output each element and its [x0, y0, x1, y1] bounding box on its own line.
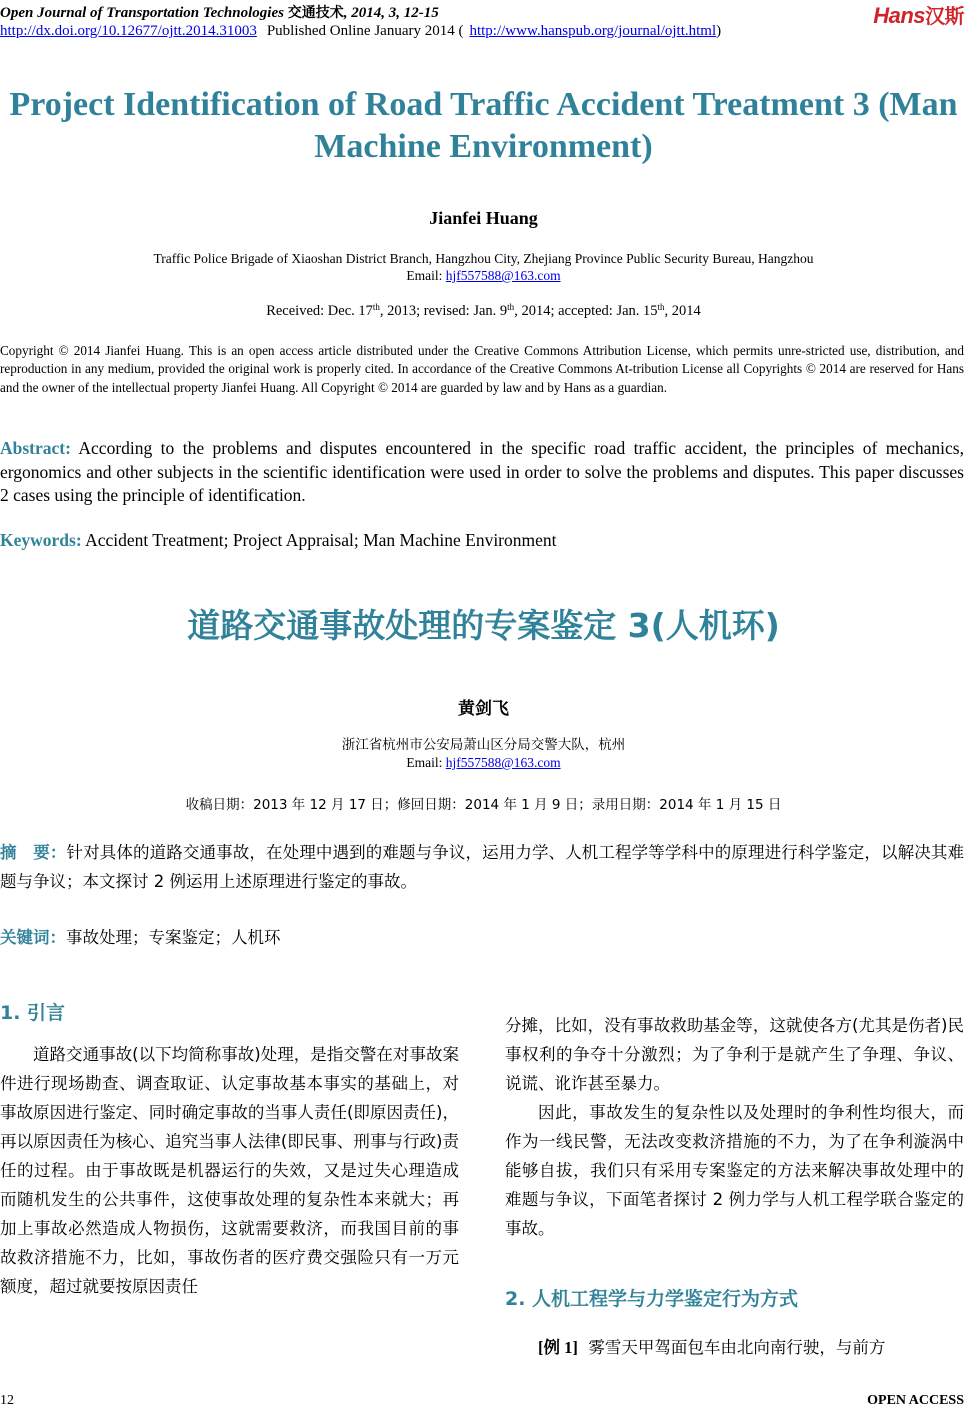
doi-link[interactable]: http://dx.doi.org/10.12677/ojtt.2014.31003: [0, 23, 257, 39]
email-link-en[interactable]: hjf557588@163.com: [445, 268, 561, 283]
copyright-notice: Copyright © 2014 Jianfei Huang. This is an open access article distributed under the Creative Commons Attribution License, which permits unre-stricted use, distribution, and reproduction in any medium, provided the original work is properly cited. In accordance of the Creative Commons At-tribution License all Copyrights © 2014 are reserved for Hans and the owner of the intellectual property Jianfei Huang. All Copyright © 2014 are guarded by law and by Hans as a guardian.: [0, 343, 964, 395]
revised-text: , 2013; revised: Jan. 9: [379, 303, 508, 319]
header-links: [0, 23, 721, 40]
abstract-en: [0, 437, 964, 508]
right-paragraph-1: 分摊，比如，没有事故救助基金等，这就使各方(尤其是伤者)民事权利的争夺十分激烈；为了争利于是就产生了争理、争议、说谎、讹诈甚至暴力。: [505, 1016, 964, 1093]
affiliation-cn: [0, 736, 967, 772]
section-1-heading: 1. 引言: [0, 1002, 66, 1024]
received-text: Received: Dec. 17: [266, 303, 373, 319]
email-label-cn: Email:: [406, 755, 446, 770]
abstract-text-en: According to the problems and disputes encountered in the specific road traffic accident, the principles of mechanics, ergonomics and other subjects in the scientific identification were used in order to solve the problems and disputes. This paper discusses 2 cases using the principle of identification.: [0, 438, 964, 505]
keywords-cn: [0, 924, 281, 948]
keywords-label-en: Keywords:: [0, 530, 82, 550]
open-access-label: OPEN ACCESS: [867, 1393, 964, 1408]
accepted-text: , 2014; accepted: Jan. 15: [514, 303, 658, 319]
email-line-en: [0, 267, 967, 284]
author-en: Jianfei Huang: [429, 208, 538, 228]
title-en: Project Identification of Road Traffic Accident Treatment 3 (Man Machine Environment): [9, 86, 958, 165]
accepted-year: , 2014: [664, 303, 701, 319]
affiliation-en-text: Traffic Police Brigade of Xiaoshan District Branch, Hangzhou City, Zhejiang Province Public Security Bureau, Hangzhou: [153, 251, 814, 266]
journal-name-en: Open Journal of Transportation Technologies: [0, 5, 284, 21]
received-sup: th: [372, 302, 380, 312]
abstract-label-en: Abstract:: [0, 438, 71, 458]
email-line-cn: [0, 754, 967, 772]
keywords-label-cn: 关键词：: [0, 928, 66, 947]
keywords-text-cn: 事故处理；专案鉴定；人机环: [66, 928, 281, 947]
right-column: [505, 1011, 964, 1243]
accepted-sup: th: [657, 302, 665, 312]
section-2-heading: 2. 人机工程学与力学鉴定行为方式: [505, 1288, 799, 1310]
revised-sup: th: [507, 302, 515, 312]
abstract-cn: [0, 838, 964, 896]
email-label-en: Email:: [406, 268, 446, 283]
right-paragraph-2: 因此，事故发生的复杂性以及处理时的争利性均很大，而作为一线民警，无法改变救济措施的不力，为了在争利漩涡中能够自拔，我们只有采用专案鉴定的方法来解决事故处理中的难题与争议，下面笔者探讨 2 例力学与人机工程学联合鉴定的事故。: [505, 1103, 964, 1238]
hans-logo: [873, 0, 964, 29]
received-dates-en: [0, 303, 967, 320]
example-1: [505, 1333, 964, 1362]
email-link-cn[interactable]: hjf557588@163.com: [445, 755, 561, 770]
title-cn: 道路交通事故处理的专案鉴定 3(人机环): [187, 606, 780, 645]
logo-text-cn: 汉斯: [925, 4, 964, 28]
journal-volume: , 2014, 3, 12-15: [343, 5, 439, 21]
left-column: [0, 1040, 459, 1301]
received-dates-cn: 收稿日期：2013 年 12 月 17 日；修回日期：2014 年 1 月 9 日；录用日期：2014 年 1 月 15 日: [185, 797, 782, 813]
journal-name-cn: 交通技术: [287, 5, 344, 21]
keywords-en: [0, 530, 557, 551]
published-text: Published Online January 2014 (: [266, 23, 464, 39]
example-label: [例 1]: [538, 1338, 578, 1357]
affiliation-en: [0, 250, 967, 284]
close-paren: ): [716, 23, 722, 39]
abstract-label-cn: 摘 要：: [0, 843, 67, 862]
logo-text-en: Hans: [873, 3, 925, 28]
page-number: 12: [0, 1393, 14, 1408]
abstract-text-cn: 针对具体的道路交通事故，在处理中遇到的难题与争议，运用力学、人机工程学等学科中的原理进行科学鉴定，以解决其难题与争议；本文探讨 2 例运用上述原理进行鉴定的事故。: [0, 843, 965, 891]
example-text: 雾雪天甲驾面包车由北向南行驶，与前方: [588, 1338, 886, 1357]
journal-header: [0, 2, 439, 22]
author-cn: 黄剑飞: [458, 699, 509, 719]
intro-paragraph: 道路交通事故(以下均简称事故)处理，是指交警在对事故案件进行现场勘查、调查取证、认定事故基本事实的基础上，对事故原因进行鉴定、同时确定事故的当事人责任(即原因责任)，再以原因责任为核心、追究当事人法律(即民事、刑事与行政)责任的过程。由于事故既是机器运行的失效，又是过失心理造成而随机发生的公共事件，这使事故处理的复杂性本来就大；再加上事故必然造成人物损伤，这就需要救济，而我国目前的事故救济措施不力，比如，事故伤者的医疗费交强险只有一万元额度，超过就要按原因责任: [0, 1045, 459, 1296]
affiliation-cn-text: 浙江省杭州市公安局萧山区分局交警大队，杭州: [341, 737, 626, 753]
journal-url-link[interactable]: http://www.hanspub.org/journal/ojtt.html: [469, 23, 717, 39]
keywords-text-en: Accident Treatment; Project Appraisal; Man Machine Environment: [85, 530, 557, 550]
